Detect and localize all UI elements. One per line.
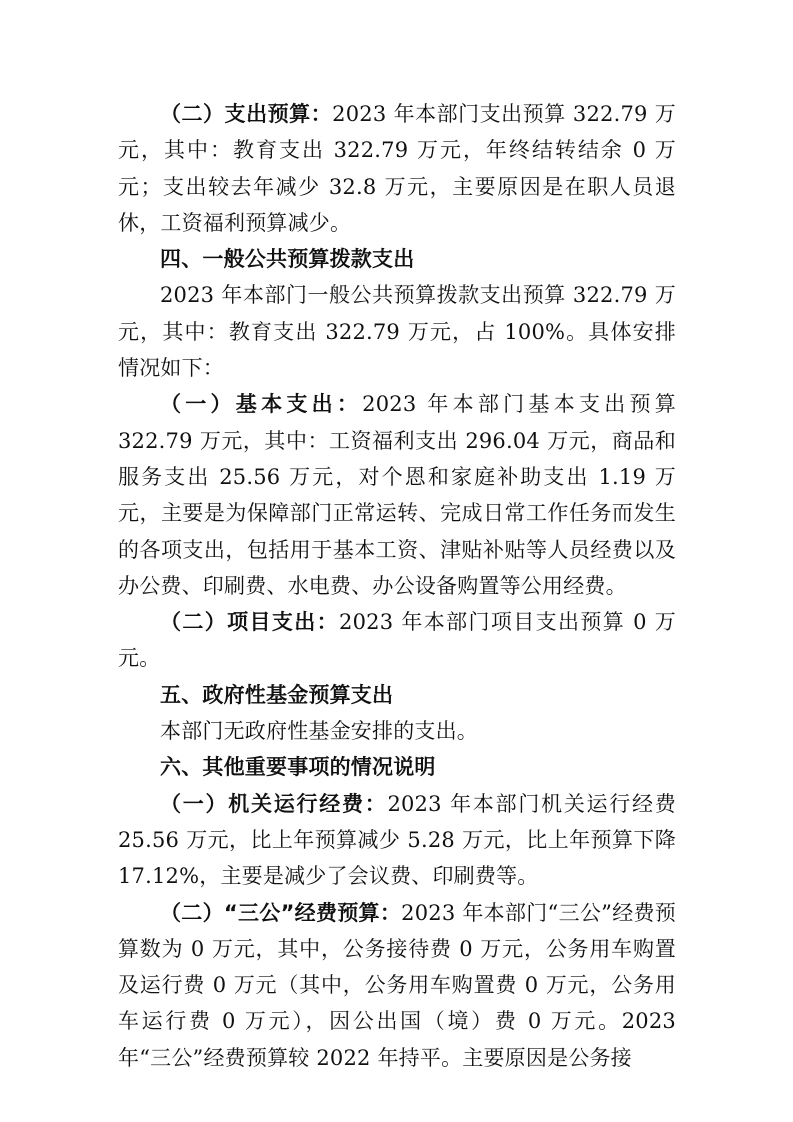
paragraph-lead: （一）基本支出： xyxy=(160,392,363,417)
section-heading-general-public-budget: 四、一般公共预算拨款支出 xyxy=(160,247,415,272)
paragraph-operating-expenses xyxy=(118,786,676,895)
paragraph-lead: （一）机关运行经费： xyxy=(160,791,388,816)
paragraph-text: 2023 年本部门机关运行经费 25.56 万元，比上年预算减少 5.28 万元，比上年预算下降 17.12%，主要是减少了会议费、印刷费等。 xyxy=(118,791,676,889)
section-heading-government-fund: 五、政府性基金预算支出 xyxy=(160,682,394,707)
paragraph-general-public-budget: 2023 年本部门一般公共预算拨款支出预算 322.79 万元，其中：教育支出 322.79 万元，占 100%。具体安排情况如下： xyxy=(118,283,676,381)
paragraph-expenditure-budget xyxy=(118,96,676,241)
section-heading-other-matters: 六、其他重要事项的情况说明 xyxy=(160,755,436,780)
paragraph-text: 2023 年本部门支出预算 322.79 万元，其中：教育支出 322.79 万元，年终结转结余 0 万元；支出较去年减少 32.8 万元，主要原因是在职人员退休，工资福利预算减少。 xyxy=(118,102,676,235)
paragraph-text: 2023 年本部门项目支出预算 0 万元。 xyxy=(118,610,676,671)
document-page xyxy=(118,96,676,1076)
paragraph-text: 2023 年本部门“三公”经费预算数为 0 万元，其中，公务接待费 0 万元，公务用车购置及运行费 0 万元（其中，公务用车购置费 0 万元，公务用车运行费 0 万元），因公出国（境）费 0 万元。2023 年“三公”经费预算较 2022 年持平。主要原因是公务接 xyxy=(118,900,676,1070)
paragraph-three-public-expenses xyxy=(118,895,676,1076)
paragraph-basic-expenditure xyxy=(118,386,676,604)
paragraph-lead: （二）支出预算： xyxy=(160,102,333,126)
paragraph-lead: （二）“三公”经费预算： xyxy=(160,900,402,925)
paragraph-lead: （二）项目支出： xyxy=(160,610,340,635)
paragraph-text: 2023 年本部门基本支出预算 322.79 万元，其中：工资福利支出 296.04 万元，商品和服务支出 25.56 万元，对个恩和家庭补助支出 1.19 万元，主要是为保障部门正常运转、完成日常工作任务而发生的各项支出，包括用于基本工资、津贴补贴等人员经费以及办公费、印刷费、水电费、办公设备购置等公用经费。 xyxy=(118,392,676,598)
paragraph-project-expenditure xyxy=(118,604,676,677)
paragraph-government-fund: 本部门无政府性基金安排的支出。 xyxy=(160,719,478,744)
